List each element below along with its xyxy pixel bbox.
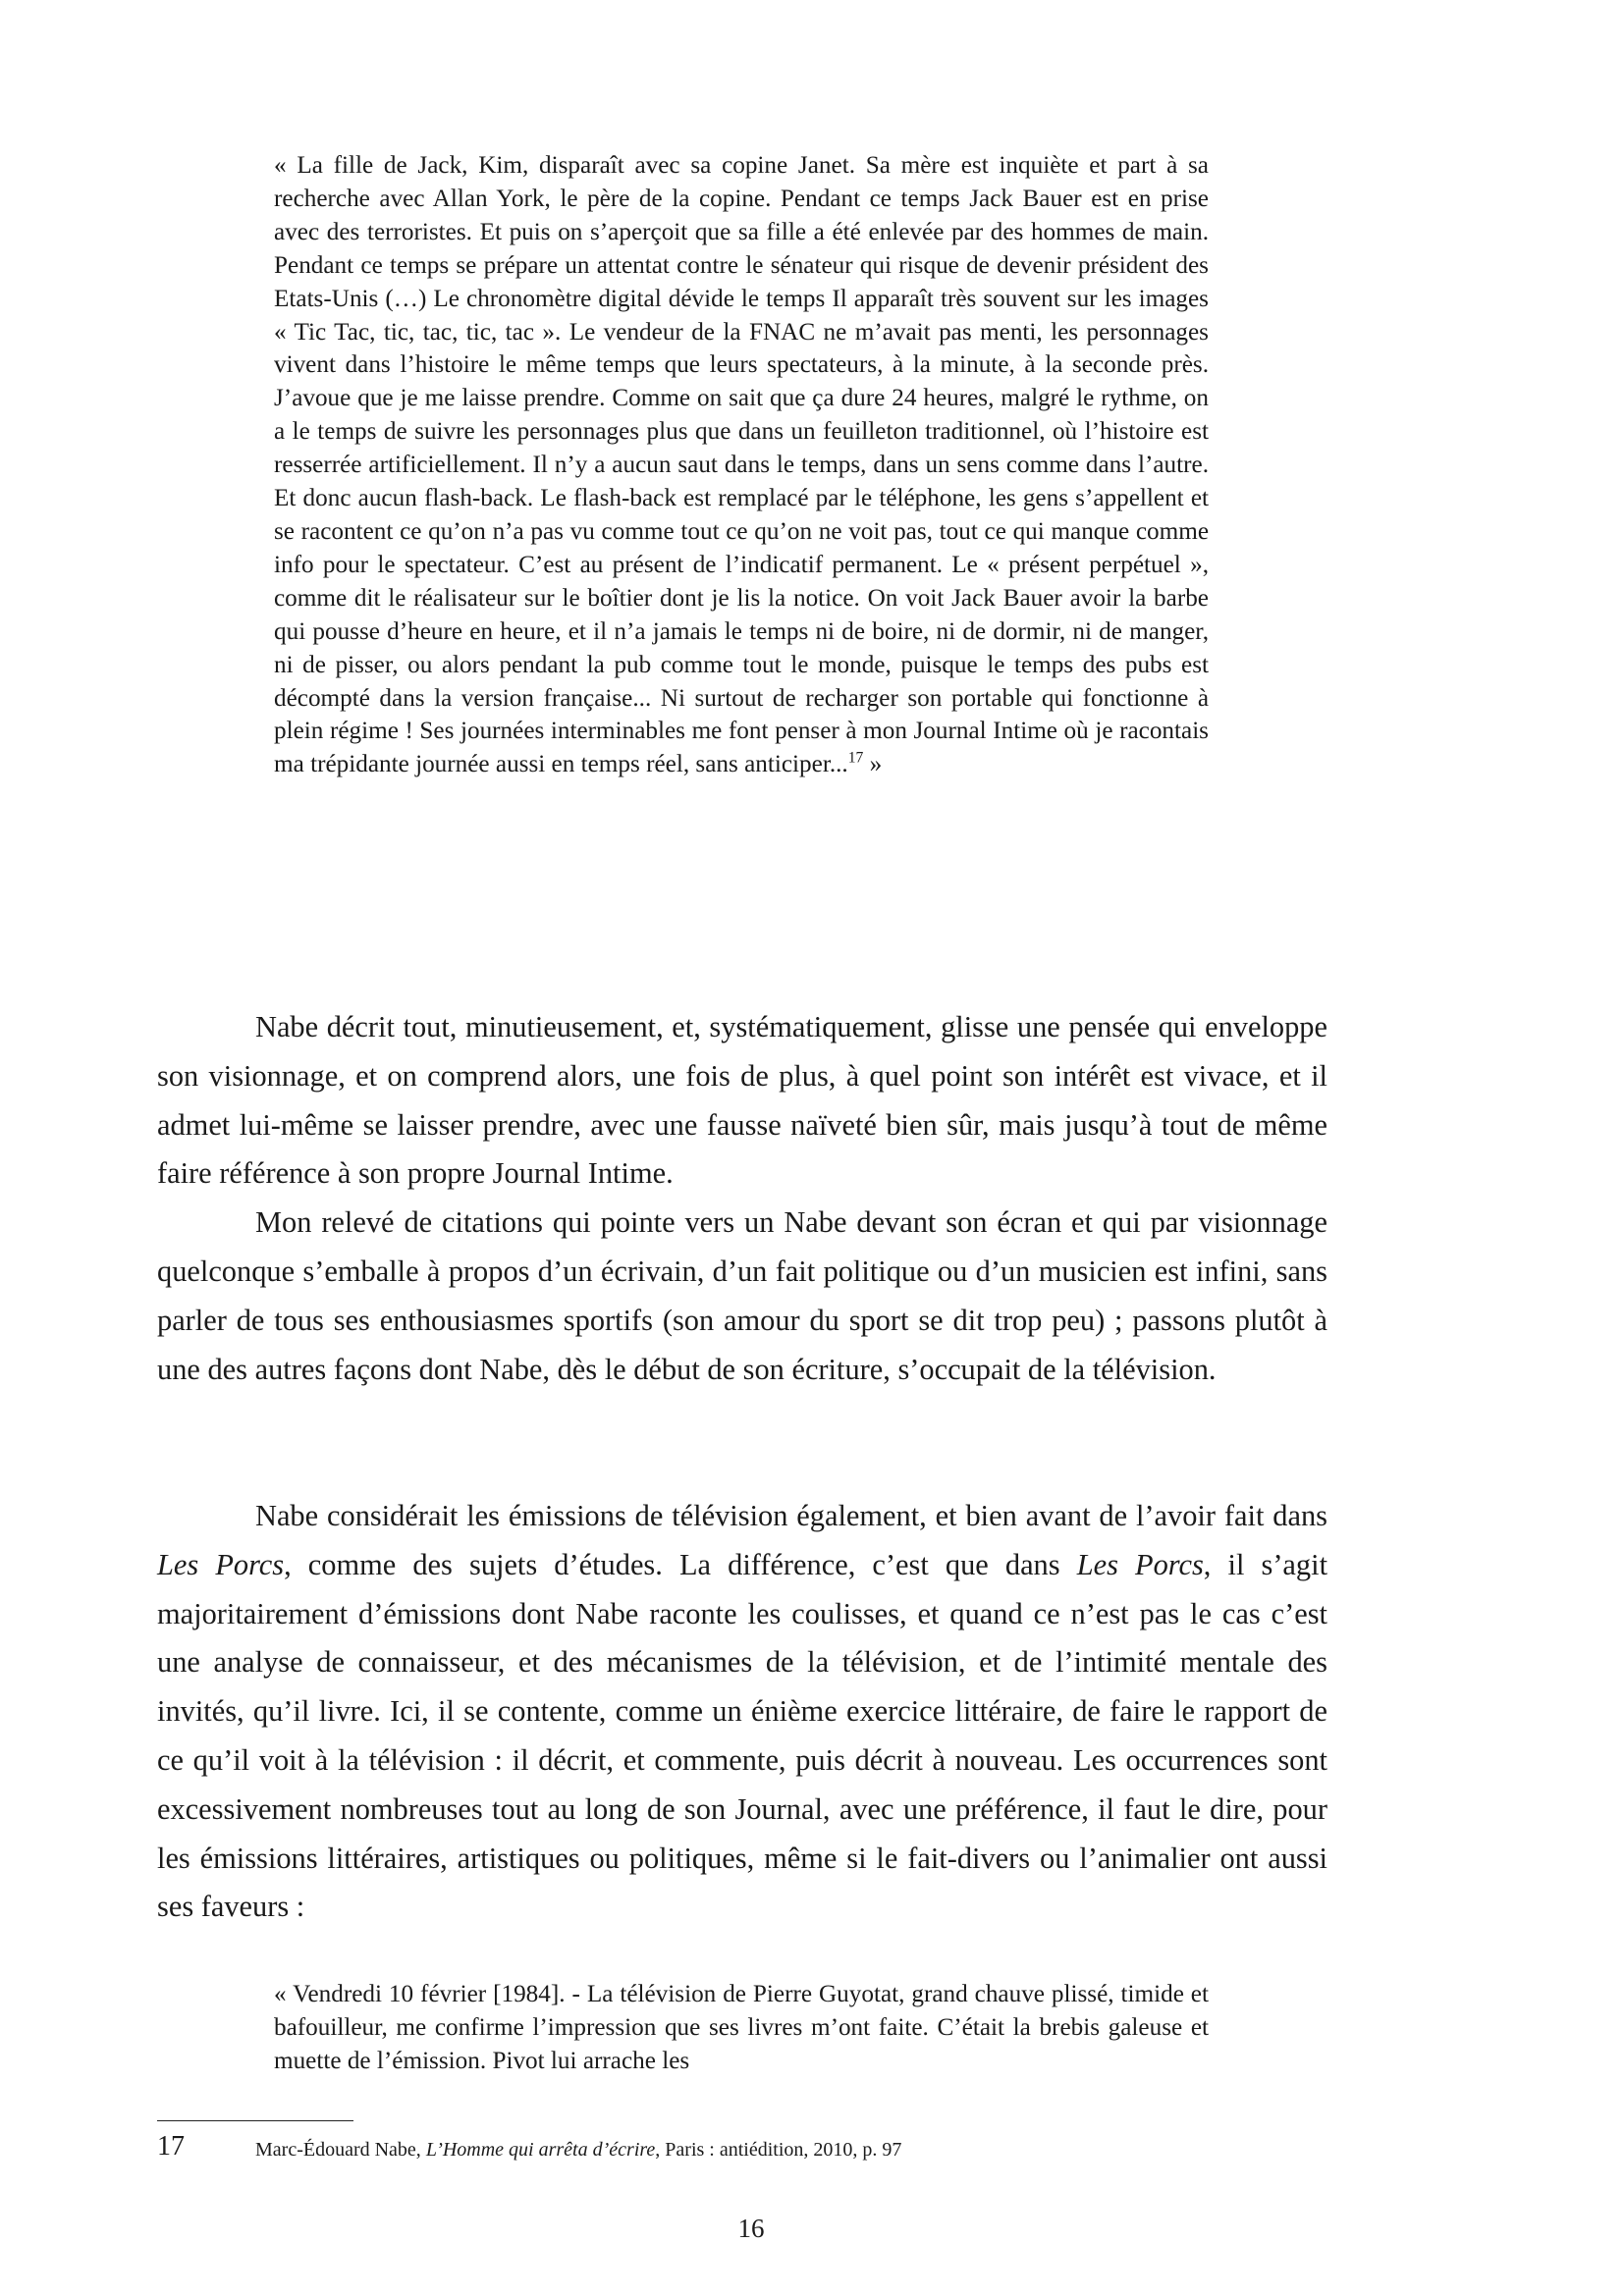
body-text-section-2 [157, 1492, 1327, 1932]
paragraph-text: Nabe considérait les émissions de télévision également, et bien avant de l’avoir fait dans [255, 1499, 1327, 1532]
footnote-separator [157, 2120, 353, 2121]
italic-title: Les Porcs [1076, 1547, 1204, 1581]
footnote-author: Marc-Édouard Nabe, [255, 2139, 426, 2161]
footnote-text [255, 2136, 901, 2163]
quote-text: « La fille de Jack, Kim, disparaît avec sa copine Janet. Sa mère est inquiète et part à sa recherche avec Allan York, le père de la copine. Pendant ce temps Jack Bauer est en prise avec des terroristes. Et puis on s’aperçoit que sa fille a été enlevée par des hommes de main. Pendant ce temps se prépare un attentat contre le sénateur qui risque de devenir président des Etats-Unis (…) Le chronomètre digital dévide le temps Il apparaît très souvent sur les images « Tic Tac, tic, tac, tic, tac ». Le vendeur de la FNAC ne m’avait pas menti, les personnages vivent dans l’histoire le même temps que leurs spectateurs, à la minute, à la seconde près. J’avoue que je me laisse prendre. Comme on sait que ça dure 24 heures, malgré le rythme, on a le temps de suivre les personnages plus que dans un feuilleton traditionnel, où l’histoire est resserrée artificiellement. Il n’y a aucun saut dans le temps, dans un sens comme dans l’autre. Et donc aucun flash-back. Le flash-back est remplacé par le téléphone, les gens s’appellent et se racontent ce qu’on n’a pas vu comme tout ce qu’on ne voit pas, tout ce qui manque comme info pour le spectateur. C’est au présent de l’indicatif permanent. Le « présent perpétuel », comme dit le réalisateur sur le boîtier dont je lis la notice. On voit Jack Bauer avoir la barbe qui pousse d’heure en heure, et il n’a jamais le temps ni de boire, ni de dormir, ni de manger, ni de pisser, ou alors pendant la pub comme tout le monde, puisque le temps des pubs est décompté dans la version française... Ni surtout de recharger son portable qui fonctionne à plein régime ! Ses journées interminables me font penser à mon Journal Intime où je racontais ma trépidante journée aussi en temps réel, sans anticiper... [274, 152, 1209, 778]
footnote-reference[interactable]: 17 [847, 749, 864, 767]
body-paragraph: Nabe décrit tout, minutieusement, et, systématiquement, glisse une pensée qui enveloppe son visionnage, et on comprend alors, une fois de plus, à quel point son intérêt est vivace, et il admet lui-même se laisser prendre, avec une fausse naïveté bien sûr, mais jusqu’à tout de même faire référence à son propre Journal Intime. [157, 1010, 1327, 1191]
block-quote-journal [274, 1978, 1209, 2078]
footnote-title: L’Homme qui arrêta d’écrire [425, 2139, 656, 2161]
page-number: 16 [737, 2214, 765, 2243]
quote-paragraph [274, 149, 1209, 781]
body-paragraph [157, 1492, 1327, 1932]
body-text-section-1 [157, 1003, 1327, 1394]
paragraph-text: , comme des sujets d’études. La différence, c’est que dans [284, 1547, 1077, 1581]
quote-paragraph: « Vendredi 10 février [1984]. - La télévision de Pierre Guyotat, grand chauve plissé, timide et bafouilleur, me confirme l’impression que ses livres m’ont faite. C’était la brebis galeuse et muette de l’émission. Pivot lui arrache les [274, 1981, 1209, 2074]
quote-closing: » [863, 751, 883, 778]
italic-title: Les Porcs [157, 1547, 285, 1581]
paragraph-text: , il s’agit majoritairement d’émissions dont Nabe raconte les coulisses, et quand ce n’est pas le cas c’est une analyse de connaisseur, et des mécanismes de la télévision, et de l’intimité mentale des invités, qu’il livre. Ici, il se contente, comme un énième exercice littéraire, de faire le rapport de ce qu’il voit à la télévision : il décrit, et commente, puis décrit à nouveau. Les occurrences sont excessivement nombreuses tout au long de son Journal, avec une préférence, il faut le dire, pour les émissions littéraires, artistiques ou politiques, même si le fait-divers ou l’animalier ont aussi ses faveurs : [157, 1547, 1328, 1924]
body-paragraph: Mon relevé de citations qui pointe vers un Nabe devant son écran et qui par visionnage quelconque s’emballe à propos d’un écrivain, d’un fait politique ou d’un musicien est infini, sans parler de tous ses enthousiasmes sportifs (son amour du sport se dit trop peu) ; passons plutôt à une des autres façons dont Nabe, dès le début de son écriture, s’occupait de la télévision. [157, 1205, 1327, 1386]
block-quote-24-series [274, 149, 1209, 781]
footnote-details: , Paris : antiédition, 2010, p. 97 [655, 2139, 902, 2161]
footnote-number: 17 [157, 2131, 185, 2162]
